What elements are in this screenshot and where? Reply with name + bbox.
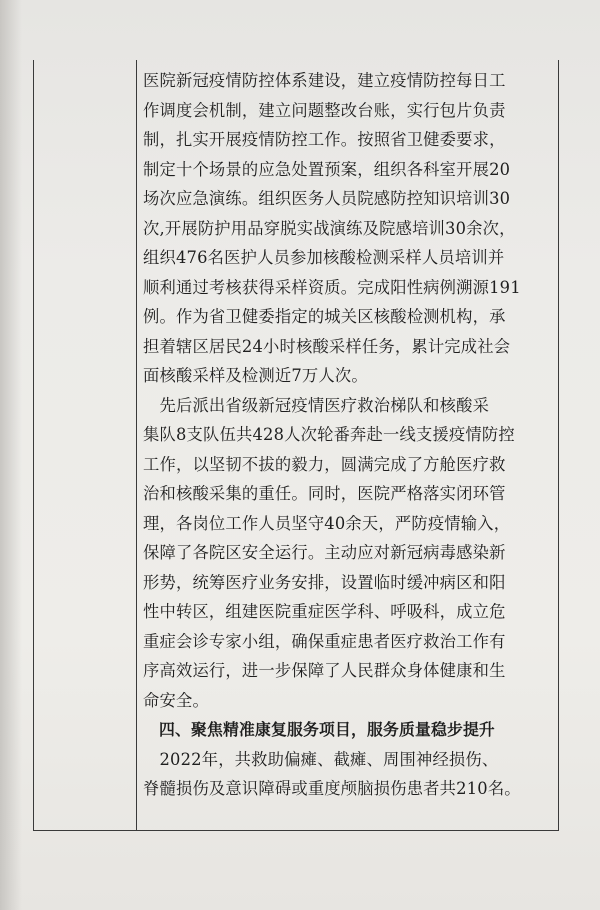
text-line: 制，扎实开展疫情防控工作。按照省卫健委要求， [143,130,506,149]
text-line: 次,开展防护用品穿脱实战演练及院感培训30余次， [143,218,516,238]
text-line: 集队8支队伍共428人次轮番奔赴一线支援疫情防控 [143,425,515,444]
text-line: 命安全。 [143,690,209,710]
text-line: 理，各岗位工作人员坚守40余天，严防疫情输入， [143,513,511,533]
paragraph-start-line: 先后派出省级新冠疫情医疗救治梯队和核酸采 [143,395,490,415]
text-line: 形势，统筹医疗业务安排，设置临时缓冲病区和阳 [143,572,506,592]
text-line: 例。作为省卫健委指定的城关区核酸检测机构，承 [143,307,506,326]
section-heading: 四、聚焦精准康复服务项目，服务质量稳步提升 [143,720,495,739]
text-line: 序高效运行，进一步保障了人民群众身体健康和生 [143,661,506,680]
text-line: 医院新冠疫情防控体系建设，建立疫情防控每日工 [143,71,506,90]
text-line: 治和核酸采集的重任。同时，医院严格落实闭环管 [143,484,506,503]
text-line: 重症会诊专家小组，确保重症患者医疗救治工作有 [143,631,506,651]
text-line: 顺利通过考核获得采样资质。完成阳性病例溯源191 [143,277,521,297]
text-line: 场次应急演练。组织医务人员院感防控知识培训30 [143,189,511,208]
table-column-divider [136,60,137,830]
text-line: 脊髓损伤及意识障碍或重度颅脑损伤患者共210名。 [143,779,521,798]
text-line: 作调度会机制，建立问题整改台账，实行包片负责 [143,100,506,120]
text-line: 工作，以坚韧不拔的毅力，圆满完成了方舱医疗救 [143,454,506,474]
text-line: 担着辖区居民24小时核酸采样任务，累计完成社会 [143,336,511,356]
text-line: 面核酸采样及检测近7万人次。 [143,366,368,385]
text-line: 保障了各院区安全运行。主动应对新冠病毒感染新 [143,543,506,562]
text-line: 制定十个场景的应急处置预案，组织各科室开展20 [143,159,511,179]
text-line: 组织476名医护人员参加核酸检测采样人员培训并 [143,248,505,267]
page-edge-shadow [0,0,22,910]
paragraph-start-line: 2022年，共救助偏瘫、截瘫、周围神经损伤、 [143,749,499,769]
table-content-cell [143,66,555,804]
text-line: 性中转区，组建医院重症医学科、呼吸科，成立危 [143,602,506,621]
